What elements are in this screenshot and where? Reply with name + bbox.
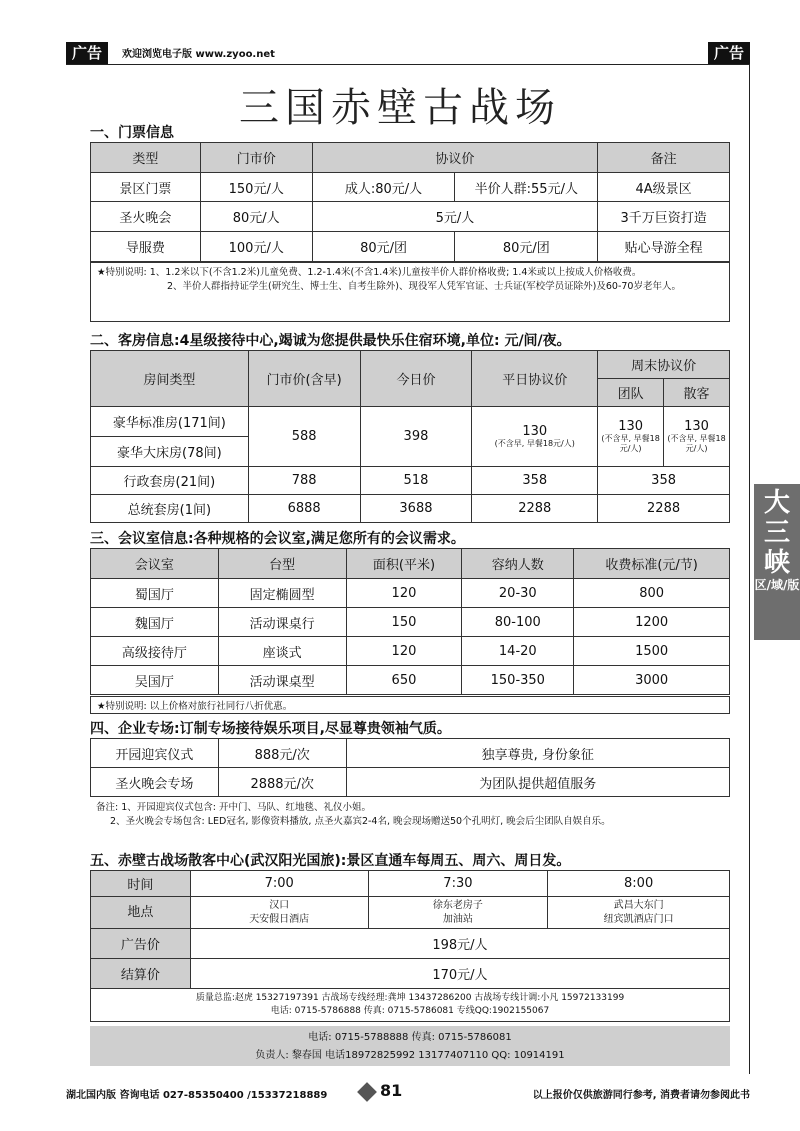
bus-contact: [90, 988, 730, 1022]
cell: 80元/团: [455, 232, 598, 262]
header-cell: 协议价: [312, 143, 598, 173]
cell: 150元/人: [200, 173, 312, 202]
header-cell: 平日协议价: [472, 351, 598, 407]
page-number-value: 81: [380, 1081, 403, 1100]
cell: 景区门票: [91, 173, 201, 202]
place-line: 武昌大东门: [613, 899, 664, 911]
cell: 788: [248, 467, 360, 495]
cell: 导服费: [91, 232, 201, 262]
table-header-row: [91, 549, 730, 579]
cell: 圣火晚会专场: [91, 768, 219, 797]
side-tab-title: 大三峡: [763, 488, 790, 578]
cell: 2288: [598, 495, 730, 523]
meeting-table: [90, 548, 730, 695]
meeting-note: ★特别说明: 以上价格对旅行社同行八折优惠。: [90, 696, 730, 714]
cell: 120: [346, 579, 462, 608]
cell: 14-20: [462, 637, 574, 666]
cell: 358: [472, 467, 598, 495]
section-room-heading: 二、客房信息:4星级接待中心,竭诚为您提供最快乐住宿环境,单位: 元/间/夜。: [90, 333, 571, 349]
cell: 1500: [574, 637, 730, 666]
page-number: [360, 1081, 402, 1100]
cell: 为团队提供超值服务: [346, 768, 729, 797]
price-value: 130: [522, 424, 548, 439]
side-tab-sub: 区/域/版: [754, 578, 800, 592]
top-divider: [66, 64, 750, 65]
cell: 开园迎宾仪式: [91, 739, 219, 768]
cell: 2288: [472, 495, 598, 523]
cell: 150: [346, 608, 462, 637]
header-cell: 面积(平米): [346, 549, 462, 579]
header-cell: 房间类型: [91, 351, 249, 407]
place-line: 天安假日酒店: [249, 913, 310, 925]
right-divider: [749, 64, 750, 1074]
table-row: [91, 637, 730, 666]
cell: 3000: [574, 666, 730, 695]
cell: 888元/次: [218, 739, 346, 768]
header-cell: 台型: [218, 549, 346, 579]
place-line: 纽宾凯酒店门口: [603, 913, 674, 925]
header-cell: 备注: [598, 143, 730, 173]
row-label: 结算价: [91, 959, 191, 989]
contact-line: 电话: 0715-5786888 传真: 0715-5786081 专线QQ:1902155067: [270, 1006, 550, 1016]
footer-right: 以上报价仅供旅游同行参考, 消费者请勿参阅此书: [532, 1090, 750, 1101]
header-cell: 门市价: [200, 143, 312, 173]
cell: 蜀国厅: [91, 579, 219, 608]
cell: 6888: [248, 495, 360, 523]
corporate-note: [90, 798, 730, 844]
cell: [190, 897, 368, 929]
cell: 总统套房(1间): [91, 495, 249, 523]
cell: [664, 407, 730, 467]
cell: 398: [360, 407, 472, 467]
table-row: [91, 959, 730, 989]
cell: 4A级景区: [598, 173, 730, 202]
header-cell: 团队: [598, 379, 664, 407]
header-cell: 门市价(含早): [248, 351, 360, 407]
cell: 1200: [574, 608, 730, 637]
header-cell: 周末协议价: [598, 351, 730, 379]
cell: 20-30: [462, 579, 574, 608]
cell: 518: [360, 467, 472, 495]
table-row: [91, 495, 730, 523]
header-cell: 类型: [91, 143, 201, 173]
place-line: 加油站: [442, 913, 473, 925]
cell: 80元/人: [200, 202, 312, 232]
section-corporate-heading: 四、企业专场:订制专场接待娱乐项目,尽显尊贵领袖气质。: [90, 721, 451, 737]
header-cell: 容纳人数: [462, 549, 574, 579]
price-value: 130: [618, 419, 644, 434]
ad-tag-left: 广告: [66, 42, 108, 64]
cell: 7:30: [368, 871, 548, 897]
corporate-table: [90, 738, 730, 797]
note-line: 2、圣火晚会专场包含: LED冠名, 影像资料播放, 点圣火嘉宾2-4名, 晚会现场赠送50个孔明灯, 晚会后尘团队自娱自乐。: [110, 816, 611, 827]
welcome-text[interactable]: 欢迎浏览电子版 www.zyoo.net: [122, 49, 275, 60]
note-line: 2、半价人群指持证学生(研究生、博士生、自考生除外)、现役军人凭军官证、士兵证(军校学员证除外)及60-70岁老年人。: [167, 281, 681, 292]
cell: 豪华标准房(171间): [91, 407, 249, 437]
cell: 588: [248, 407, 360, 467]
section-meeting-heading: 三、会议室信息:各种规格的会议室,满足您所有的会议需求。: [90, 531, 465, 547]
cell: 固定椭圆型: [218, 579, 346, 608]
footer-left: 湖北国内版 咨询电话 027-85350400 /15337218889: [66, 1090, 328, 1101]
place-line: 汉口: [269, 899, 290, 911]
cell: [598, 407, 664, 467]
cell: 650: [346, 666, 462, 695]
price-note: (不含早, 早餐18元/人): [667, 434, 726, 453]
page-title: 三国赤壁古战场: [239, 85, 561, 131]
cell: 120: [346, 637, 462, 666]
place-line: 徐东老房子: [432, 899, 483, 911]
cell: 150-350: [462, 666, 574, 695]
cell: 3千万巨资打造: [598, 202, 730, 232]
cell: 2888元/次: [218, 768, 346, 797]
cell: 800: [574, 579, 730, 608]
cell: 358: [598, 467, 730, 495]
note-line: ★特别说明: 1、1.2米以下(不含1.2米)儿童免费、1.2-1.4米(不含1.4米)儿童按半价人群价格收费; 1.4米或以上按成人价格收费。: [97, 267, 642, 278]
cell: 行政套房(21间): [91, 467, 249, 495]
cell: [472, 407, 598, 467]
row-label: 广告价: [91, 929, 191, 959]
section-ticket-heading: 一、门票信息: [90, 125, 174, 141]
cell: 豪华大床房(78间): [91, 437, 249, 467]
diamond-icon: [357, 1082, 377, 1102]
table-row: [91, 666, 730, 695]
header-cell: 今日价: [360, 351, 472, 407]
cell: 成人:80元/人: [312, 173, 455, 202]
cell: 170元/人: [190, 959, 729, 989]
contact-line: 质量总监:赵虎 15327197391 古战场专线经理:龚坤 13437286200 古战场专线计调:小凡 15972133199: [195, 993, 625, 1003]
header-cell: 会议室: [91, 549, 219, 579]
cell: 活动课桌型: [218, 666, 346, 695]
ad-tag-right: 广告: [708, 42, 750, 64]
cell: 活动课桌行: [218, 608, 346, 637]
table-row: [91, 173, 730, 202]
row-label: 时间: [91, 871, 191, 897]
contact-bar: [90, 1026, 730, 1066]
table-row: [91, 871, 730, 897]
row-label: 地点: [91, 897, 191, 929]
table-row: [91, 467, 730, 495]
table-header-row: [91, 351, 730, 379]
cell: 贴心导游全程: [598, 232, 730, 262]
contact-line: 电话: 0715-5788888 传真: 0715-5786081: [308, 1032, 512, 1043]
table-row: [91, 739, 730, 768]
cell: 198元/人: [190, 929, 729, 959]
cell: [368, 897, 548, 929]
ticket-note: [90, 262, 730, 322]
ticket-table: [90, 142, 730, 262]
cell: 80-100: [462, 608, 574, 637]
price-value: 130: [684, 419, 709, 434]
table-row: [91, 579, 730, 608]
side-region-tab: [754, 484, 800, 640]
cell: 座谈式: [218, 637, 346, 666]
contact-line: 负责人: 黎春国 电话18972825992 13177407110 QQ: 10914191: [255, 1050, 565, 1061]
header-cell: 散客: [664, 379, 730, 407]
table-row: [91, 202, 730, 232]
table-row: [91, 929, 730, 959]
cell: 吴国厅: [91, 666, 219, 695]
header-cell: 收费标准(元/节): [574, 549, 730, 579]
table-row: [91, 897, 730, 929]
table-row: [91, 407, 730, 437]
table-row: [91, 232, 730, 262]
cell: 3688: [360, 495, 472, 523]
cell: 高级接待厅: [91, 637, 219, 666]
cell: 半价人群:55元/人: [455, 173, 598, 202]
note-line: 备注: 1、开园迎宾仪式包含: 开中门、马队、红地毯、礼仪小姐。: [96, 802, 371, 813]
price-note: (不含早, 早餐18元/人): [601, 434, 660, 453]
cell: 圣火晚会: [91, 202, 201, 232]
room-table: [90, 350, 730, 523]
cell: 8:00: [548, 871, 730, 897]
cell: 100元/人: [200, 232, 312, 262]
table-row: [91, 608, 730, 637]
price-note: (不含早, 早餐18元/人): [494, 439, 575, 448]
bus-table: [90, 870, 730, 989]
cell: 魏国厅: [91, 608, 219, 637]
cell: [548, 897, 730, 929]
cell: 5元/人: [312, 202, 598, 232]
section-bus-heading: 五、赤壁古战场散客中心(武汉阳光国旅):景区直通车每周五、周六、周日发。: [90, 853, 571, 869]
table-row: [91, 768, 730, 797]
cell: 80元/团: [312, 232, 455, 262]
cell: 独享尊贵, 身份象征: [346, 739, 729, 768]
cell: 7:00: [190, 871, 368, 897]
table-header-row: [91, 143, 730, 173]
